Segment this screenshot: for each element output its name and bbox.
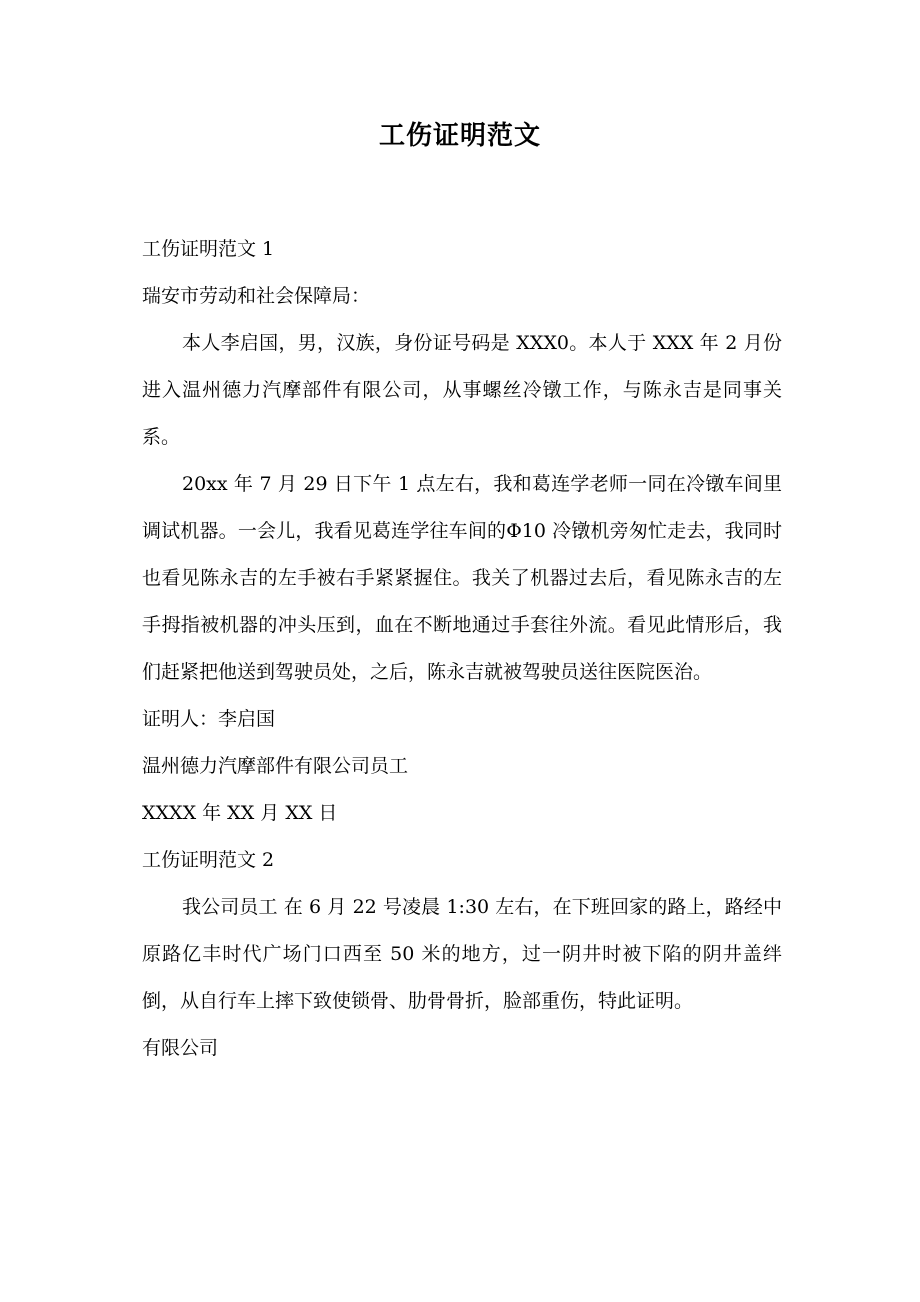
document-body <box>142 226 782 1072</box>
section2-heading: 工伤证明范文 2 <box>142 849 275 871</box>
section1-paragraph-1: 本人李启国，男，汉族，身份证号码是 XXX0。本人于 XXX 年 2 月份进入温州德力汽摩部件有限公司，从事螺丝冷镦工作，与陈永吉是同事关系。 <box>142 332 782 448</box>
section2-signature: 有限公司 <box>142 1037 219 1059</box>
section1-paragraph-2: 20xx 年 7 月 29 日下午 1 点左右，我和葛连学老师一同在冷镦车间里调试机器。一会儿，我看见葛连学往车间的Φ10 冷镦机旁匆忙走去，我同时也看见陈永吉的左手被右手紧紧握住。我关了机器过去后，看见陈永吉的左手拇指被机器的冲头压到，血在不断地通过手套往外流。看见此情形后，我们赶紧把他送到驾驶员处，之后，陈永吉就被驾驶员送往医院医治。 <box>142 473 782 683</box>
section1-date: XXXX 年 XX 月 XX 日 <box>142 802 338 824</box>
section1-heading: 工伤证明范文 1 <box>142 238 275 260</box>
section1-witness: 证明人：李启国 <box>142 708 276 730</box>
section1-company: 温州德力汽摩部件有限公司员工 <box>142 755 409 777</box>
section1-salutation: 瑞安市劳动和社会保障局： <box>142 285 371 307</box>
section2-paragraph-1: 我公司员工 在 6 月 22 号凌晨 1:30 左右，在下班回家的路上，路经中原路亿丰时代广场门口西至 50 米的地方，过一阴井时被下陷的阴井盖绊倒，从自行车上摔下致使锁骨、肋骨骨折，脸部重伤，特此证明。 <box>142 896 782 1012</box>
page-title: 工伤证明范文 <box>378 121 541 151</box>
